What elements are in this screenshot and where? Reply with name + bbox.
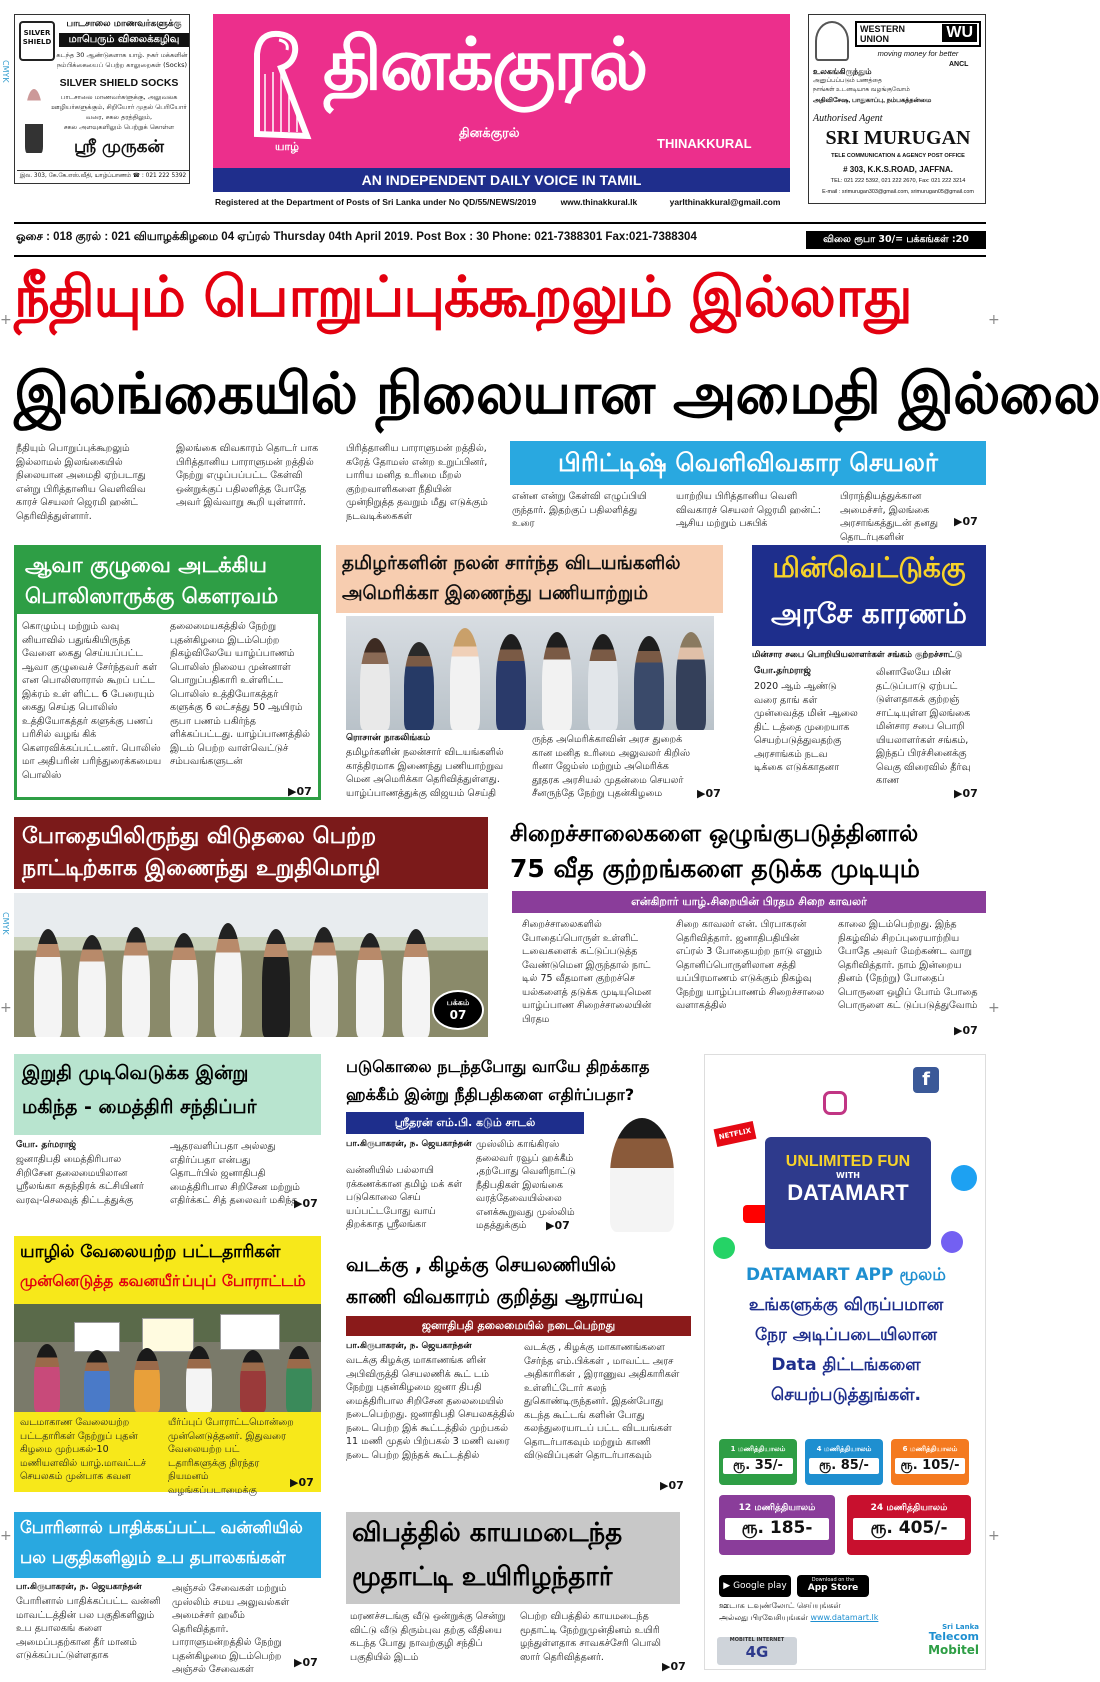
power-continued[interactable]: ▶07 [954,787,978,800]
right-ad-box [808,14,986,204]
hakeem-col-2: முஸ்லிம் காங்கிரஸ் தலைவர் ரவூப் ஹக்கீம் ,தற்போது வெளிநாட்டு நீதிபதிகள் இலங்கை வரத்தேவையில்லை எனக்கூறுவது முஸ்லிம் மதத்துக்கும் [476,1139,576,1231]
power-sub: மின்சார சபை பொறியியலாளர்கள் சங்கம் குற்றச்சாட்டு [752,650,963,660]
drugs-page-badge-number: 07 [449,1008,467,1022]
mobitel-label: Mobitel [928,1643,979,1657]
datamart-footer-2 [719,1613,939,1623]
cmyk-mark-middle: CMYK [1,912,10,935]
right-ad-name: SRI MURUGAN [825,127,971,149]
telecom-logo [899,1623,979,1667]
lead-headline-2: இலங்கையில் நிலையான அமைதி இல்லை [14,361,1100,427]
app-store-label: App Store [807,1583,859,1593]
power-headline-1: மின்வெட்டுக்கு [772,551,966,584]
graduates-headline-box [14,1236,321,1304]
datamart-logo-box [765,1137,931,1249]
drugs-headline: போதையிலிருந்து விடுதலை பெற்ற நாட்டிற்காக இணைந்து உறுதிமொழி [14,817,488,889]
postal-headline-2: பல பகுதிகளிலும் உப தபாலகங்கள் [20,1548,286,1567]
postal-headline-1: போரினால் பாதிக்கப்பட்ட வன்னியில் [20,1518,303,1537]
mahinda-headline-2: மகிந்த - மைத்திரி சந்திப்பா் [22,1096,259,1118]
datamart-title-1: UNLIMITED FUN [785,1153,911,1170]
prison-col-3: காலை இடம்பெற்றது. இந்த நிகழ்வில் சிறப்புரையாற்றிய போதே அவர் மேற்கண்ட வாறு தெரிவித்தார். நாம் இன்றைய தினம் (நேற்று) போதைப் பொருளை ஒழிப் போம் போதை பொருளை கட் டுப்படுத்துவோம் [838,919,978,1011]
plan-3-duration: 6 மணித்தியாலம் [902,1445,958,1453]
left-ad-line1: பாடசாலை மாணவர்களுக்கு [66,19,182,29]
google-play-button[interactable] [719,1575,791,1597]
left-ad-line8: சகல அளவுகளிலும் பெற்றுக் கொள்ள [63,123,175,131]
drugs-page-badge-label: பக்கம் [446,998,470,1007]
dateline-rule-top [14,222,986,224]
mahinda-headline-1: இறுதி முடிவெடுக்க இன்று [22,1062,249,1084]
crop-mark-left-1: + [0,312,12,328]
mahinda-continued[interactable]: ▶07 [294,1197,318,1210]
masthead-title-en: THINAKKURAL [657,136,752,151]
viber-icon [941,1231,963,1253]
email-link[interactable]: yarlthinakkural@gmail.com [669,197,781,207]
prison-sub: என்கிறார் யாழ்.சிறையின் பிரதம சிறை காவலர் [512,891,986,913]
us-continued[interactable]: ▶07 [697,787,721,800]
dateline-rule-bottom [14,255,986,257]
registration-text: Registered at the Department of Posts of Sri Lanka under No QD/55/NEWS/2019 [215,197,537,207]
crop-mark-right-2: + [988,1000,1000,1016]
plan-2[interactable] [805,1439,883,1485]
drugs-page-badge[interactable] [432,990,484,1030]
plan-2-price: ரூ. 85/- [809,1458,879,1474]
datamart-tamil-3: நேர அடிப்படையிலான [755,1325,937,1345]
plan-4-duration: 12 மணித்தியாலம் [738,1503,816,1513]
us-headline: தமிழர்களின் நலன் சார்ந்த விடயங்களில் அமெரிக்கா இணைந்து பணியாற்றும் [336,545,723,613]
left-ad-line7: வரை, சகல தரத்திலும், [85,113,153,121]
accident-headline-box [346,1512,680,1604]
netflix-badge: NETFLIX [714,1121,757,1147]
accident-col-2: பெற்ற விபத்தில் காயமடைந்த மூதாட்டி நேற்றுமுன்தினம் உயிரி ழந்துள்ளதாக சாவகச்சேரி பொலி ஸார் தெரிவித்தனர். [520,1611,661,1663]
datamart-ad[interactable] [704,1054,986,1670]
datamart-tamil-2: உங்களுக்கு விருப்பமான [748,1295,944,1315]
hakeem-headline-1: படுகொலை நடந்தபோது வாயே திறக்காத [346,1057,650,1076]
right-ad-line2: அனுப்பப்படும் பணத்தை [813,78,882,84]
datamart-tamil-4: Data திட்டங்களை [771,1355,921,1375]
hakeem-continued[interactable]: ▶07 [546,1219,570,1232]
prison-headline-2: 75 வீத குற்றங்களை தடுக்க முடியும் [510,854,920,883]
masthead-title: தினக்குரல் [323,22,647,106]
google-play-icon: ▶ [723,1581,731,1591]
plan-4-price: ரூ. 185- [725,1518,829,1540]
hakeem-byline: பா.கிருபாகரன், ந. ஜெயகாந்தன் [346,1139,472,1149]
postal-continued[interactable]: ▶07 [294,1656,318,1669]
prison-col-2: சிறை காவலர் என். பிரபாகரன் தெரிவித்தார். ஜனாதிபதியின் எப்ரல் 3 போதையற்ற நாடு எனும் தொனிப்பொருளிலான சத்தி யப்பிரமாணம் எடுக்கும் நிகழ்வு நேற்று யாழ்ப்பாணம் சிறைச்சாலை வளாகத்தில் [676,919,825,1011]
awa-headline: ஆவா குழுவை அடக்கிய பொலிஸாருக்கு கௌரவம் [17,548,318,614]
us-col-2: ருந்த அமெரிக்காவின் அரச துறைக் கான மனித உரிமை அலுவலர் கிறிஸ் ரினா ஜேம்ஸ் மற்றும் அமெரிக்க தூதரக அரசியல் முதன்மை செயலர் சீனருந்தே நேற்று புதன்கிழமை [532,734,691,799]
masthead-subtitle-small: தினக்குரல் [459,126,520,141]
land-continued[interactable]: ▶07 [660,1479,684,1492]
postal-byline: பா.கிருபாகரன், ந. ஜெயகாந்தன் [16,1582,142,1592]
registration-line [215,197,790,207]
accident-headline-2: மூதாட்டி உயிரிழந்தார் [352,1562,613,1592]
accident-continued[interactable]: ▶07 [662,1660,686,1673]
us-col-1: தமிழர்களின் நலன்சார் விடயங்களில் காத்திரமாக இணைந்து பணியாற்றுவ மென அமெரிக்கா தெரிவித்துள்ளது. யாழ்ப்பாணத்துக்கு விஜயம் செய்தி [346,747,504,799]
prison-headline-1: சிறைச்சாலைகளை ஒழுங்குபடுத்தினால் [510,821,919,847]
graduates-photo [14,1304,321,1412]
plan-4[interactable] [719,1495,835,1555]
lead-col-1: நீதியும் பொறுப்புக்கூறலும் இல்லாமல் இலங்கையில் நிலையான அமைதி ஏற்படாது என்று பிரித்தானிய வெளிவிவ காரச் செயலர் ஜெரமி ஹன்ட் தெரிவித்துள்ளார். [16,443,146,522]
post-emblem-icon [815,21,849,61]
power-headline-box [752,545,986,646]
plan-3[interactable] [891,1439,969,1485]
lead-col-5: யாற்றிய பிரித்தானிய வெளி விவகாரச் செயலர் ஜெரமி ஹன்ட்: ஆசிய மற்றும் பசுபிக் [676,491,822,529]
right-ad-type: TELE COMMUNICATION & AGENCY POST OFFICE [831,153,965,159]
datamart-with: WITH [836,1171,860,1180]
whatsapp-icon [713,1237,735,1259]
postal-col-1: போரினால் பாதிக்கப்பட்ட வன்னி மாவட்டத்தின் பல பகுதிகளிலும் உப தபாலகங் களை அமைப்பதற்கான தீர் மானம் எடுக்கப்பட்டுள்ளதாக [16,1596,161,1661]
power-headline-2: அரசே காரணம் [771,597,967,630]
graduates-continued[interactable]: ▶07 [290,1476,314,1489]
fourg-label: 4G [745,1643,769,1661]
facebook-icon: f [913,1067,939,1093]
lead-col-6: பிராந்தியத்துக்கான அமைச்சர், இலங்கை அரசாங்கத்துடன் தனது தொடர்புகளின் [840,491,938,543]
telecom-line-2: Telecom [928,1630,979,1643]
lead-banner: பிரிட்டிஷ் வெளிவிவகார செயலர் [510,441,986,485]
telecom-line-1: Sri Lanka [942,1623,979,1631]
left-ad-brand: SILVER SHIELD SOCKS [59,77,179,89]
datamart-footer-link[interactable]: www.datamart.lk [810,1613,879,1622]
datamart-title-2: DATAMART [787,1180,909,1205]
datamart-tamil-5: செயற்படுத்துங்கள். [771,1385,921,1405]
masthead-tagline: AN INDEPENDENT DAILY VOICE IN TAMIL [213,168,790,192]
mahinda-col-1: ஜனாதிபதி மைத்திரிபால சிறிசேன தலைமையிலான ஸ்ரீலங்கா சுதந்திரக் கட்சியினர் வரவு-செலவுத் திட்டத்துக்கு [16,1154,144,1206]
plan-1-price: ரூ. 35/- [723,1458,793,1474]
right-ad-line3: நாங்கள் உடனடியாக வழங்குவோம் [813,87,910,93]
plan-5-price: ரூ. 405/- [853,1518,965,1540]
western-union-brand: WESTERN UNION [860,24,905,44]
plan-3-price: ரூ. 105/- [895,1458,965,1474]
right-ad-agent: Authorised Agent [813,113,883,124]
masthead-banner [213,14,790,168]
instagram-icon [823,1091,847,1115]
twitter-icon [951,1165,977,1191]
lead-continued[interactable]: ▶07 [954,515,978,528]
left-ad-box [14,14,190,184]
left-ad-line2: மாபெரும் விலைக்கழிவு [59,33,189,47]
land-col-2: வடக்கு , கிழக்கு மாகாணங்களை சேர்ந்த எம்.பிக்கள் , மாவட்ட அரச அதிகாரிகள் , இராணுவ அதிகாரிகள் உள்ளிட்டோர் கலந் துகொண்டிருந்தனர். இதன்போது கடந்த கூட்டங் களின் போது கலந்துரையாடப் பட்ட விடயங்கள் தொடர்பாகவும் மற்றும் காணி விடுவிப்புகள் தொடர்பாகவும் [524,1342,680,1461]
cmyk-mark-top: CMYK [1,60,10,83]
datamart-footer-2-text: அல்லது பிரவேசியுங்கள் [719,1613,808,1622]
crop-mark-left-3: + [0,1528,12,1544]
western-union-logo [855,21,981,47]
left-ad-address: இல. 303, கே.கே.எஸ்.வீதி, யாழ்ப்பாணம் ☎ : 021 222 5392 [17,170,189,180]
google-play-label: Google play [733,1581,787,1591]
right-ad-line4: அதிவிசேஷ, பாதுகாப்பு, நம்பகத்தன்மை [813,97,932,104]
plan-2-duration: 4 மணித்தியாலம் [816,1445,872,1453]
wu-badge: WU [942,24,977,42]
silver-shield-logo: SILVER SHIELD [19,21,55,61]
left-ad-line4: நம்பிக்கையைப் பெற்ற காலுறைகள் (Socks) [56,61,188,69]
app-store-button[interactable] [797,1575,869,1597]
lead-col-4: என்ன என்று கேள்வி எழுப்பியி ருந்தார். இதற்குப் பதிலளித்து உரை [512,491,647,529]
plan-5[interactable] [847,1495,971,1555]
awa-col-2: தலைமையகத்தில் நேற்று புதன்கிழமை இடம்பெற்ற நிகழ்விலேயே யாழ்ப்பாணம் பொலிஸ் நிலைய முன்னாள் பொறுப்பதிகாரி உள்ளிட்ட பொலிஸ் உத்தியோகத்தர் களுக்கு 6 லட்சத்து 50 ஆயிரம் ரூபா பணம் பகிர்ந்த ளிக்கப்பட்டது. யாழ்ப்பாணத்தில் இடம் பெற்ற வாள்வெட்டுச் சம்பவங்களுடன் [170,621,310,767]
land-sub: ஜனாதிபதி தலைமையில் நடைபெற்றது [346,1316,691,1336]
plan-1-duration: 1 மணித்தியாலம் [730,1445,786,1453]
drugs-photo [14,893,488,1037]
fourg-badge [717,1637,797,1665]
accident-headline-1: விபத்தில் காயமடைந்த [352,1518,623,1548]
crop-mark-right-3: + [988,1528,1000,1544]
postal-col-2: அஞ்சல் சேவைகள் மற்றும் முஸ்லிம் சமய அலுவல்கள் அமைச்சர் ஹலீம் தெரிவித்தார். பாராளுமன்றத்தில் நேற்று புதன்கிழமை இடம்பெற்ற அஞ்சல் சேவைகள் [172,1583,290,1675]
left-ad-line6: ஊழியர்களுக்கும், சிறியோர் முதல் பெரியோர் [51,103,187,111]
graduates-headline-1: யாழில் வேலையற்ற பட்டதாரிகள் [20,1242,281,1262]
power-col-1: 2020 ஆம் ஆண்டு வரை தாங் கள் முன்வைத்த மின் ஆலை திட் டத்தை முறையாக செயற்படுத்துவதற்கு அரசாங்கம் நடவ டிக்கை எடுக்காதனா [754,681,858,773]
datamart-footer-1: ஊடாக டவுண்லோட் செய்யுங்கள் [719,1601,841,1610]
postal-headline-box [14,1512,321,1578]
graduates-col-2: யீர்ப்புப் போராட்டமொன்றை முன்னெடுத்தனர். இதுவரை வேலையற்ற பட் டதாரிகளுக்கு நிரந்தர நியமனம் வழங்கப்படாமைக்கு [168,1417,294,1496]
prison-col-1: சிறைச்சாலைகளில் போதைப்பொருள் உள்ளிட் டவைகளைக் கட்டுப்படுத்த வேண்டுமென இருந்தால் நாட் டில் 75 வீதமான குற்றச்செ யல்களைத் தடுக்க முடியுமென யாழ்ப்பாண சிறைச்சாலையின் பிரதம [522,919,652,1025]
lead-headline-1: நீதியும் பொறுப்புக்கூறலும் இல்லாது [14,265,912,330]
hakeem-photo [590,1110,692,1232]
graduates-headline-2: முன்னெடுத்த கவனயீா்ப்புப் போராட்டம் [20,1272,306,1290]
hakeem-col-1: வன்னியில் பல்லாயி ரக்கணக்கான தமிழ் மக் கள் படுகொலை செய் யப்பட்டபோது வாய் திறக்காத ஸ்ரீலங்கா [346,1165,463,1230]
harp-logo-icon [237,24,327,144]
mahinda-headline-box [14,1054,321,1135]
ancl-label: ANCL [949,61,969,68]
right-ad-line1: உலகங்கிருந்தும் [813,67,872,76]
plan-5-duration: 24 மணித்தியாலம் [870,1503,948,1513]
us-photo [346,616,714,730]
power-col-2: லினாலேயே மின் தட்டுப்பாடு ஏற்பட் டுள்ளதாகக் குற்றஞ் சாட்டியுள்ள இலங்கை மின்சார சபை பொறி யியலாளர்கள் சங்கம், இந்தப் பிரச்சினைக்கு வெகு விரைவில் தீர்வு காண [876,667,971,786]
mahinda-col-2: ஆதரவளிப்பதா அல்லது எதிர்ப்பதா என்பது தொடர்பில் ஜனாதிபதி மைத்திரிபால சிறிசேன மற்றும் எதிர்க்கட் சித் தலைவர் மகிந்த [170,1141,300,1206]
right-ad-email: E-mail : srimurugan303@gmail.com, srimurugan05@gmail.com [822,189,974,195]
right-ad-address: # 303, K.K.S.ROAD, JAFFNA. [843,165,953,174]
us-byline: ரொசான் நாகலிங்கம் [346,733,431,743]
datamart-tamil-1: DATAMART APP மூலம் [746,1265,946,1285]
left-ad-shop: ஸ்ரீ முருகன் [73,137,165,157]
right-ad-tel: TEL: 021 222 5392, 021 222 2670, Fax: 021 222 3214 [830,178,966,184]
land-byline: பா.கிருபாகரன், ந. ஜெயகாந்தன் [346,1341,472,1351]
prison-continued[interactable]: ▶07 [954,1024,978,1037]
price-box: விலை ரூபா 30/= பக்கங்கள் :20 [806,231,986,249]
crop-mark-right-1: + [988,312,1000,328]
lead-col-2: இலங்கை விவகாரம் தொடர் பாக பிரித்தானிய பாராளுமன் றத்தில் நேற்று எழுப்பப்பட்ட கேள்வி ஒன்றுக்குப் பதிலளித்த போதே அவர் இவ்வாறு கூறி யுள்ளார். [176,443,319,508]
app-store-small: Download on the [811,1577,855,1583]
plan-1[interactable] [719,1439,797,1485]
hakeem-headline-2: ஹக்கீம் இன்று நீதிபதிகளை எதிர்ப்பதா? [346,1085,635,1104]
lead-col-3: பிரித்தானிய பாராளுமன் றத்தில், கரேத் தோமஸ் என்ற உறுப்பினர், பாரிய மனித உரிமை மீறல் குற்றவாளிகளை நீதியின் முன்நிறுத்த தவறும் மீது எடுக்கும் நடவடிக்கைகள் [346,443,488,522]
land-headline-2: காணி விவகாரம் குறித்து ஆராய்வு [346,1286,644,1308]
website-link[interactable]: www.thinakkural.lk [560,197,638,207]
western-union-slogan: moving money for better [877,49,959,58]
land-headline-1: வடக்கு , கிழக்கு செயலணியில் [346,1254,616,1276]
awa-col-1: கொழும்பு மற்றும் வவு னியாவில் பதுங்கியிருந்த வேளை கைது செய்யப்பட்ட ஆவா குழுவைச் சேர்ந்தவர் கள் என பொலிஸாரால் கூறப் பட்ட இக்ரம் உள் ளிட்ட 6 பேரையும் கைது செய்த பொலிஸ் உத்தியோகத்தர் களுக்கு பணப் பரிசில் வழங் கிக் கௌரவிக்கப்பட்டனர். பொலிஸ் மா அதிபரின் பரிந்துரைக்கமைய பொலிஸ் [22,621,162,781]
left-ad-line5: பாடசாலை மாணவர்களுக்கு, அலுவலக [60,93,178,101]
dateline: ஓசை : 018 குரல் : 021 வியாழக்கிழமை 04 ஏப்ரல் Thursday 04th April 2019. Post Box : 30 Phone: 021-7388301 Fax:021-7388304 [16,231,697,243]
awa-continued[interactable]: ▶07 [288,785,312,798]
harp-label: யாழ் [275,140,300,153]
hakeem-sub: ஸ்ரீதரன் எம்.பி. கடும் சாடல் [346,1112,584,1134]
fourg-small-label: MOBITEL INTERNET [729,1637,785,1643]
mahinda-byline: யோ. தர்மராஜ் [16,1140,77,1150]
accident-col-1: மரணச்சடங்கு வீடு ஒன்றுக்கு சென்று விட்டு வீடு திரும்புவ தற்கு வீதியை கடந்த போது நாவற்குழி சந்திப் பகுதியில் இடம் [350,1611,506,1663]
graduates-col-1: வடமாகாண வேலையற்ற பட்டதாரிகள் நேற்றுப் புதன் கிழமை முற்பகல்-10 மணியளவில் யாழ்.மாவட்டச் செயலகம் முன்பாக கவன [20,1417,147,1482]
crop-mark-left-2: + [0,1000,12,1016]
power-byline: யோ.தர்மராஜ் [754,666,811,676]
left-ad-kids [21,89,51,155]
left-ad-line3: கடந்த 30 ஆண்டுகளாக யாழ். நகர் மக்களின் [56,51,188,59]
land-col-1: வடக்கு கிழக்கு மாகாணங்க ளின் அபிவிருத்தி செயலணிக் கூட் டம் நேற்று புதன்கிழமை ஜனா திபதி மைத்திரிபால சிறிசேன தலைமையில் நடைபெற்றது. ஜனாதிபதி செயலகத்தில் நடை பெற்ற இக் கூட்டத்தில் முற்பகல் 11 மணி முதல் பிற்பகல் 3 மணி வரை நடை பெற்ற இந்தக் கூட்டத்தில் [346,1355,515,1461]
